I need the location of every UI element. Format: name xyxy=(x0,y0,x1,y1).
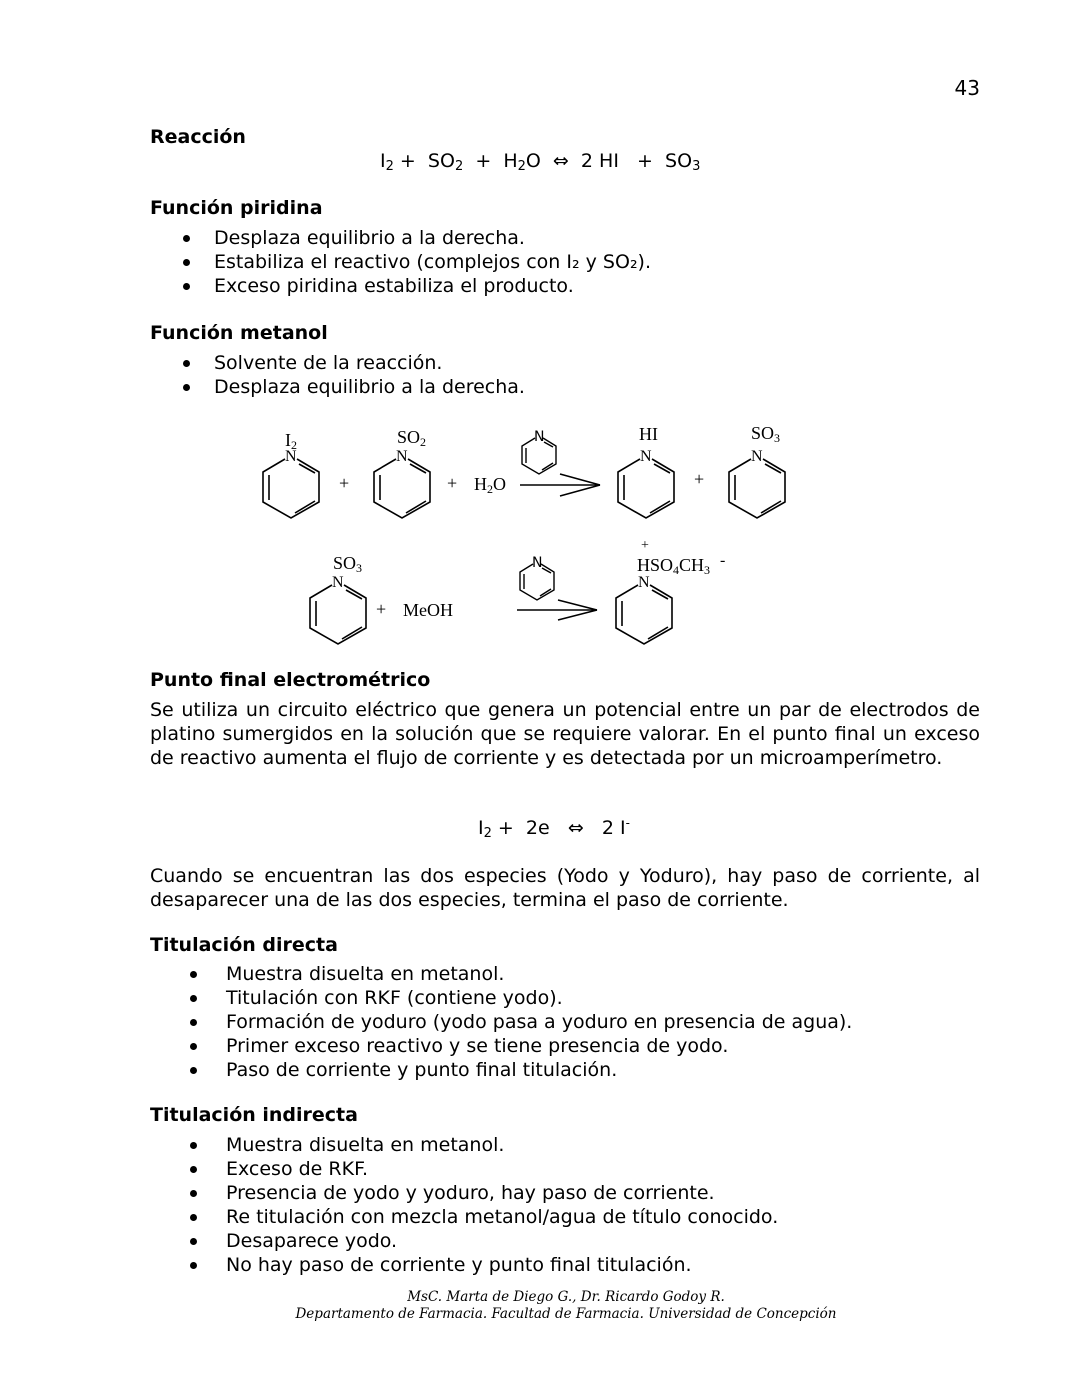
bullet-icon xyxy=(190,995,197,1002)
ring-n-6: N xyxy=(638,574,650,591)
pyridine-so2-structure xyxy=(374,459,430,518)
list-item: Re titulación con mezcla metanol/agua de título conocido. xyxy=(226,1205,778,1229)
iodine-equation: $I_2 + 2e$ ⇔ 2 I- xyxy=(478,816,630,841)
electrometric-paragraph-2: Cuando se encuentran las dos especies (Yodo y Yoduro), hay paso de corriente, al desaparecer una de las dos especies, termina el paso de corriente. xyxy=(150,865,980,911)
list-item: Muestra disuelta en metanol. xyxy=(226,1133,778,1157)
label-i2: $I_2$ xyxy=(285,430,297,452)
list-item: Titulación con RKF (contiene yodo). xyxy=(226,986,852,1010)
pyridine-hi-structure xyxy=(618,459,674,518)
plus-4: + xyxy=(376,599,387,619)
heading-punto-final: Punto final electrométrico xyxy=(150,669,431,691)
label-hso4ch3: $HSO_4CH_3$ xyxy=(637,555,711,577)
plus-1: + xyxy=(339,473,350,493)
heading-funcion-piridina: Función piridina xyxy=(150,197,323,219)
list-item: Presencia de yodo y yoduro, hay paso de corriente. xyxy=(226,1181,778,1205)
list-item: Muestra disuelta en metanol. xyxy=(226,962,852,986)
plus-3: + xyxy=(694,469,705,489)
main-reaction-equation: $I_2 + SO_2 + H_2O$ ⇔ 2 HI + $SO_3$ xyxy=(380,150,701,174)
list-item: Primer exceso reactivo y se tiene presencia de yodo. xyxy=(226,1034,852,1058)
footer-authors: MsC. Marta de Diego G., Dr. Ricardo Godoy R. xyxy=(407,1289,725,1305)
bullet-icon xyxy=(190,1190,197,1197)
list-item: Estabiliza el reactivo (complejos con I₂ y SO₂). xyxy=(214,250,651,274)
label-h2o: $H_2O$ xyxy=(474,474,506,496)
heading-reaccion: Reacción xyxy=(150,126,246,148)
ring-n-4: N xyxy=(751,448,763,465)
ring-n-1: N xyxy=(285,448,297,465)
ring-n-2: N xyxy=(396,448,408,465)
list-item: Desplaza equilibrio a la derecha. xyxy=(214,375,525,399)
bullet-icon xyxy=(190,1166,197,1173)
charge-minus: - xyxy=(720,552,726,569)
electrometric-paragraph: Se utiliza un circuito eléctrico que genera un potencial entre un par de electrodos de platino sumergidos en la solución que se requiere valorar. En el punto final un exceso de reactivo aumenta el flujo de corriente y es detectada por un microamperímetro. xyxy=(150,699,980,769)
label-hi: HI xyxy=(639,424,658,444)
bullet-icon xyxy=(190,1214,197,1221)
list-item: No hay paso de corriente y punto final titulación. xyxy=(226,1253,778,1277)
catalyst-n-1: N xyxy=(534,429,545,445)
label-so3: $SO_3$ xyxy=(751,423,781,445)
heading-funcion-metanol: Función metanol xyxy=(150,322,328,344)
bullet-icon xyxy=(190,1142,197,1149)
pyridine-i2-structure xyxy=(263,459,319,518)
list-item: Paso de corriente y punto final titulación. xyxy=(226,1058,852,1082)
directa-list xyxy=(226,962,852,1082)
pyridine-so3-reactant-structure xyxy=(310,585,366,644)
indirecta-list xyxy=(226,1133,778,1277)
list-item: Exceso de RKF. xyxy=(226,1157,778,1181)
heading-titulacion-indirecta: Titulación indirecta xyxy=(150,1104,358,1126)
bullet-icon xyxy=(190,1067,197,1074)
page-number: 43 xyxy=(954,76,980,100)
catalyst-n-2: N xyxy=(532,555,543,571)
reaction-arrow-icon xyxy=(520,474,600,496)
bullet-icon xyxy=(190,971,197,978)
list-item: Desplaza equilibrio a la derecha. xyxy=(214,226,651,250)
plus-2: + xyxy=(447,473,458,493)
label-so3-reactant: $SO_3$ xyxy=(333,553,363,575)
bullet-icon xyxy=(190,1019,197,1026)
list-item: Exceso piridina estabiliza el producto. xyxy=(214,274,651,298)
list-item: Formación de yoduro (yodo pasa a yoduro en presencia de agua). xyxy=(226,1010,852,1034)
ring-n-5: N xyxy=(332,574,344,591)
footer-department: Departamento de Farmacia. Facultad de Farmacia. Universidad de Concepción xyxy=(295,1306,837,1322)
reaction-arrow-icon-2 xyxy=(517,600,597,620)
list-item: Desaparece yodo. xyxy=(226,1229,778,1253)
pyridine-so3-structure xyxy=(729,459,785,518)
ring-n-3: N xyxy=(640,448,652,465)
label-so2: $SO_2$ xyxy=(397,427,427,449)
label-meoh: MeOH xyxy=(403,600,453,620)
bullet-icon xyxy=(190,1043,197,1050)
pyridinium-methylsulfate-structure xyxy=(616,585,672,644)
heading-titulacion-directa: Titulación directa xyxy=(150,934,338,956)
bullet-icon xyxy=(190,1262,197,1269)
list-item: Solvente de la reacción. xyxy=(214,351,525,375)
bullet-icon xyxy=(190,1238,197,1245)
charge-plus: + xyxy=(641,538,649,553)
